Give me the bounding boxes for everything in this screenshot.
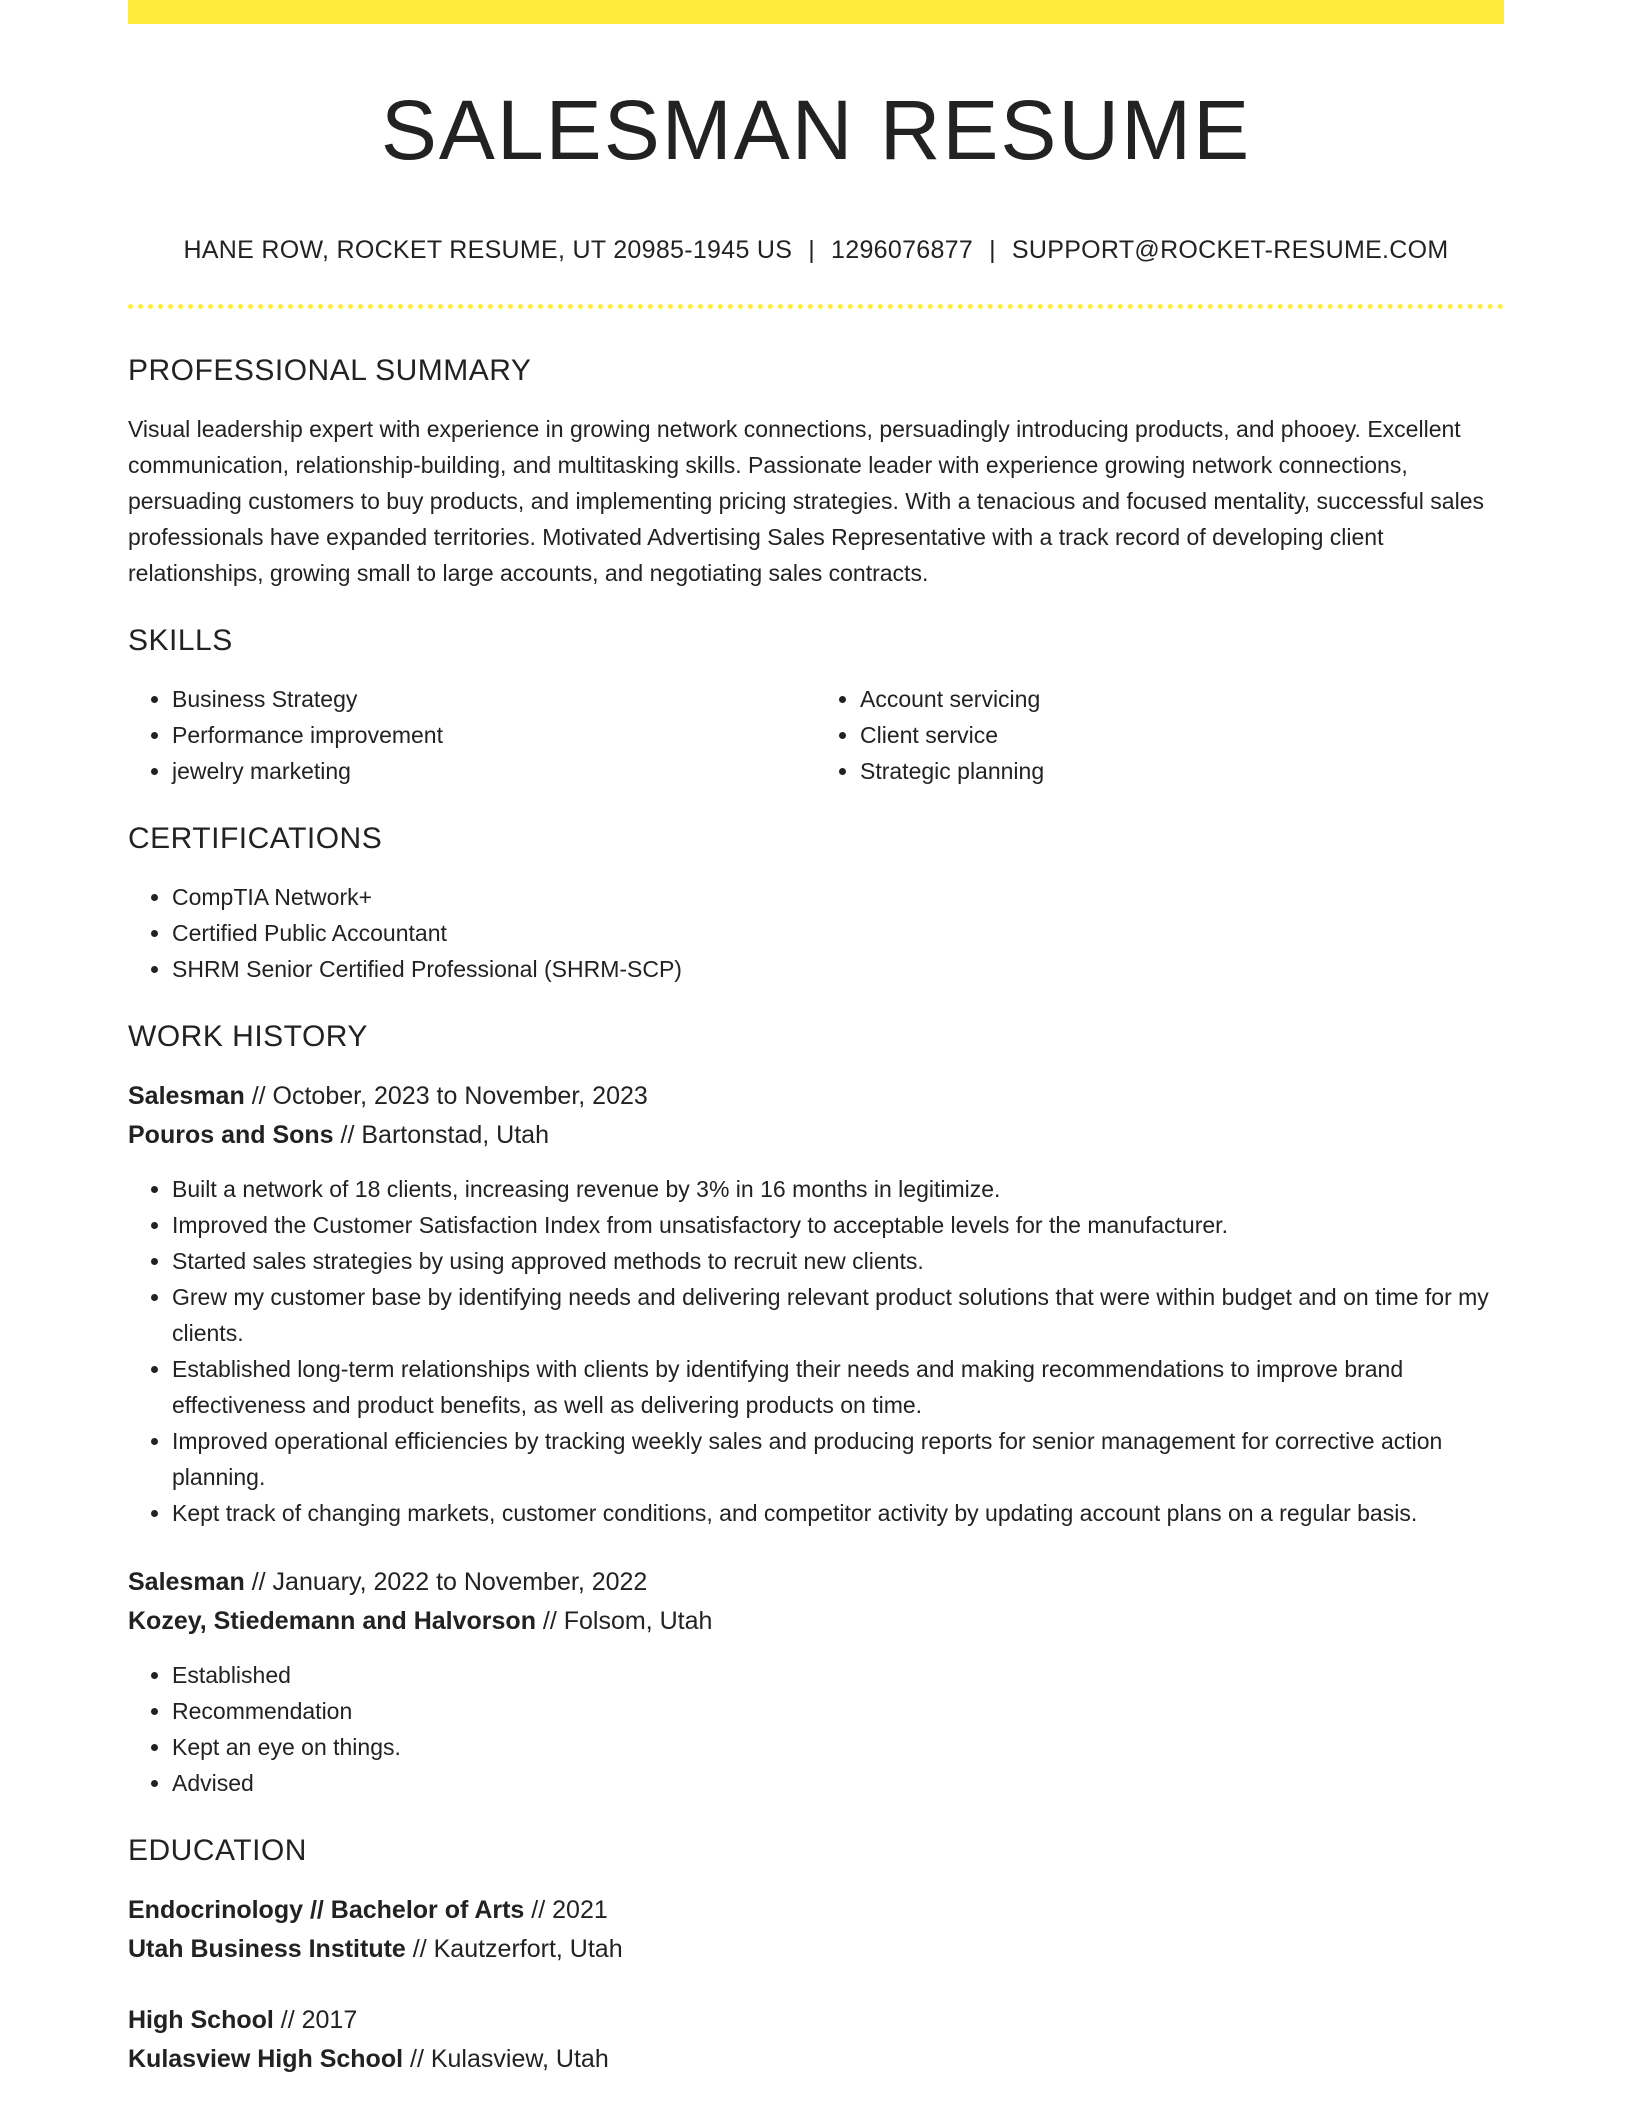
job-entry (128, 1563, 1504, 1801)
certifications-list (128, 879, 1504, 987)
education-degree-line (128, 2001, 1504, 2040)
job-bullets (128, 1171, 1504, 1531)
skills-heading: SKILLS (128, 624, 233, 657)
contact-separator: | (989, 236, 996, 264)
job-company-line (128, 1116, 1504, 1155)
education-entry (128, 1891, 1504, 1969)
contact-email[interactable]: SUPPORT@ROCKET-RESUME.COM (1011, 236, 1449, 264)
job-dates: // January, 2022 to November, 2022 (251, 1568, 648, 1596)
job-title: Salesman (128, 1568, 245, 1596)
contact-line (128, 234, 1504, 266)
job-bullets (128, 1657, 1504, 1801)
summary-text: Visual leadership expert with experience in growing network connections, persuadingly introducing products, and phooey. Excellent communication, relationship-building, and multitasking skills. Passionate leader with experience growing network connections, persuading customers to buy products, and implementing pricing strategies. With a tenacious and focused mentality, successful sales professionals have expanded territories. Motivated Advertising Sales Representative with a track record of developing client relationships, growing small to large accounts, and negotiating sales contracts. (128, 416, 1484, 586)
job-bullet: • Improved operational efficiencies by tracking weekly sales and producing reports for senior management for corrective action planning. (172, 1423, 1504, 1495)
job-bullet: • Established (172, 1657, 1504, 1693)
job-bullet: • Established long-term relationships with clients by identifying their needs and making recommendations to improve brand effectiveness and product benefits, as well as delivering products on time. (172, 1351, 1504, 1423)
summary-heading: PROFESSIONAL SUMMARY (128, 354, 532, 387)
skill-item: • Strategic planning (860, 753, 1504, 789)
education-school: Kulasview High School (128, 2045, 404, 2073)
resume-content (128, 0, 1504, 2079)
job-title-line (128, 1077, 1504, 1116)
job-bullet: • Improved the Customer Satisfaction Index from unsatisfactory to acceptable levels for the manufacturer. (172, 1207, 1504, 1243)
skill-item: • Business Strategy (172, 681, 816, 717)
skills-right-column (816, 681, 1504, 789)
skills-list (128, 681, 1504, 789)
job-bullet: • Recommendation (172, 1693, 1504, 1729)
dotted-divider (128, 304, 1504, 309)
education-year: // 2021 (531, 1896, 608, 1924)
education-entry (128, 2001, 1504, 2079)
skill-item: • Account servicing (860, 681, 1504, 717)
education-degree-line (128, 1891, 1504, 1930)
certification-item: • Certified Public Accountant (172, 915, 1504, 951)
job-dates: // October, 2023 to November, 2023 (251, 1082, 648, 1110)
job-bullet: • Built a network of 18 clients, increasing revenue by 3% in 16 months in legitimize. (172, 1171, 1504, 1207)
job-title-line (128, 1563, 1504, 1602)
job-bullet: • Kept track of changing markets, customer conditions, and competitor activity by updating account plans on a regular basis. (172, 1495, 1504, 1531)
job-location: // Bartonstad, Utah (340, 1121, 549, 1149)
job-bullet: • Advised (172, 1765, 1504, 1801)
education-degree: High School (128, 2006, 274, 2034)
certification-item: • SHRM Senior Certified Professional (SHRM-SCP) (172, 951, 1504, 987)
job-location: // Folsom, Utah (542, 1607, 713, 1635)
education-school: Utah Business Institute (128, 1935, 406, 1963)
certification-item: • CompTIA Network+ (172, 879, 1504, 915)
skill-item: • Performance improvement (172, 717, 816, 753)
education-location: // Kautzerfort, Utah (412, 1935, 623, 1963)
job-title: Salesman (128, 1082, 245, 1110)
contact-phone: 1296076877 (831, 236, 974, 264)
contact-separator: | (808, 236, 816, 264)
education-location: // Kulasview, Utah (410, 2045, 609, 2073)
education-school-line (128, 1930, 1504, 1969)
job-company: Kozey, Stiedemann and Halvorson (128, 1607, 536, 1635)
education-degree: Endocrinology // Bachelor of Arts (128, 1896, 525, 1924)
work-history-heading: WORK HISTORY (128, 1020, 368, 1053)
job-bullet: • Grew my customer base by identifying needs and delivering relevant product solutions that were within budget and on time for my clients. (172, 1279, 1504, 1351)
resume-title: SALESMAN RESUME (380, 83, 1252, 177)
job-bullet: • Started sales strategies by using approved methods to recruit new clients. (172, 1243, 1504, 1279)
education-heading: EDUCATION (128, 1834, 307, 1867)
contact-address: HANE ROW, ROCKET RESUME, UT 20985-1945 US (183, 236, 793, 264)
certifications-heading: CERTIFICATIONS (128, 822, 383, 855)
job-entry (128, 1077, 1504, 1531)
education-year: // 2017 (280, 2006, 358, 2034)
education-school-line (128, 2040, 1504, 2079)
skill-item: • jewelry marketing (172, 753, 816, 789)
skill-item: • Client service (860, 717, 1504, 753)
skills-left-column (128, 681, 816, 789)
job-company-line (128, 1602, 1504, 1641)
job-bullet: • Kept an eye on things. (172, 1729, 1504, 1765)
job-company: Pouros and Sons (128, 1121, 334, 1149)
